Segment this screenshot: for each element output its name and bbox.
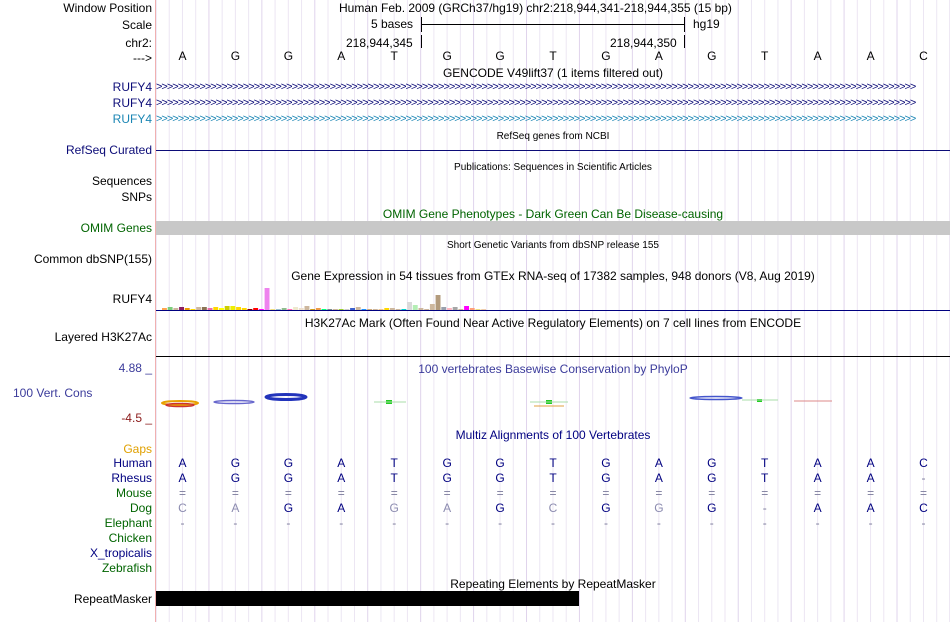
- multiz-base: =: [761, 486, 769, 500]
- window-position-label: Window Position: [63, 1, 152, 15]
- gtex-tissue-bar[interactable]: [299, 308, 304, 310]
- omim-track-title[interactable]: OMIM Gene Phenotypes - Dark Green Can Be Disease-causing: [382, 207, 724, 221]
- gtex-tissue-bar[interactable]: [373, 309, 378, 310]
- multiz-base: =: [602, 486, 610, 500]
- refseq-label[interactable]: RefSeq Curated: [65, 143, 152, 157]
- gtex-tissue-bar[interactable]: [185, 308, 190, 310]
- multiz-base: -: [762, 501, 767, 515]
- multiz-base: T: [390, 471, 398, 485]
- multiz-base: A: [866, 456, 875, 470]
- multiz-base: =: [496, 486, 504, 500]
- gtex-tissue-bar[interactable]: [481, 309, 486, 310]
- base-8: T: [549, 49, 557, 63]
- strand-direction-label: --->: [133, 51, 152, 65]
- multiz-base: -: [392, 516, 397, 530]
- base-1: A: [178, 49, 187, 63]
- multiz-base: =: [549, 486, 557, 500]
- multiz-base: G: [230, 456, 241, 470]
- gtex-tissue-bar[interactable]: [470, 308, 475, 310]
- gtex-tissue-bar[interactable]: [259, 309, 264, 310]
- coord-label-1: 218,944,345: [346, 36, 413, 50]
- gtex-tissue-bar[interactable]: [253, 308, 258, 310]
- multiz-base: -: [921, 516, 926, 530]
- multiz-base: =: [867, 486, 875, 500]
- coord-label-2: 218,944,350: [610, 36, 677, 50]
- gtex-tissue-bar[interactable]: [327, 309, 332, 310]
- omim-gene-bar[interactable]: [156, 221, 950, 235]
- gencode-row-label-3[interactable]: RUFY4: [112, 112, 152, 126]
- multiz-base: -: [233, 516, 238, 530]
- gtex-tissue-bar[interactable]: [219, 308, 224, 310]
- multiz-base: =: [443, 486, 451, 500]
- gtex-tissue-bar[interactable]: [276, 309, 281, 310]
- gtex-tissue-bar[interactable]: [447, 308, 452, 310]
- multiz-base: -: [551, 516, 555, 530]
- scale-bar-start: [421, 17, 422, 32]
- multiz-base: C: [548, 501, 558, 515]
- base-3: G: [283, 49, 294, 63]
- multiz-base: G: [601, 471, 611, 485]
- multiz-base: A: [654, 471, 663, 485]
- gtex-tissue-bar[interactable]: [287, 309, 292, 310]
- multiz-base: =: [390, 486, 398, 500]
- multiz-base: G: [601, 456, 611, 470]
- gtex-tissue-bar[interactable]: [453, 307, 458, 310]
- gtex-tissue-bar[interactable]: [458, 309, 463, 310]
- multiz-base: =: [178, 486, 186, 500]
- base-9: G: [601, 49, 611, 63]
- gtex-tissue-bar[interactable]: [248, 309, 253, 310]
- multiz-base: -: [498, 516, 503, 530]
- gtex-tissue-bar[interactable]: [168, 307, 173, 310]
- multiz-species-elephant[interactable]: Elephant: [104, 516, 152, 530]
- gtex-tissue-bar[interactable]: [390, 308, 395, 310]
- multiz-base: G: [283, 456, 294, 470]
- gtex-tissue-bar[interactable]: [213, 307, 218, 310]
- multiz-species-dog[interactable]: Dog: [129, 501, 152, 515]
- gtex-tissue-bar[interactable]: [316, 308, 321, 310]
- gencode-transcript-3[interactable]: >>>>>>>>>>>>>>>>>>>>>>>>>>>>>>>>>>>>>>>>>>>>>>>>>>>>>>>>>>>>>>>>>>>>>>>>>>>>>>>>>>>>>>>>>>>>>>>>>>>>>>>>>>>>>>>>>>>>>>>>>>>>>>>>>>>>>>>>>>>>: [156, 113, 916, 125]
- gtex-tissue-bar[interactable]: [333, 309, 338, 310]
- base-10: A: [654, 49, 663, 63]
- h3k27ac-track-title[interactable]: H3K27Ac Mark (Often Found Near Active Regulatory Elements) on 7 cell lines from ENCODE: [304, 316, 802, 330]
- multiz-species-rhesus[interactable]: Rhesus: [111, 471, 152, 485]
- repeatmasker-element[interactable]: [156, 591, 579, 606]
- gtex-track-title[interactable]: Gene Expression in 54 tissues from GTEx RNA-seq of 17382 samples, 948 donors (V8, Aug 2019): [291, 269, 815, 283]
- multiz-base: A: [813, 501, 822, 515]
- gtex-tissue-bar[interactable]: [196, 307, 201, 310]
- gtex-tissue-bar[interactable]: [436, 295, 441, 310]
- multiz-base: G: [283, 501, 294, 515]
- multiz-base: T: [761, 471, 769, 485]
- gtex-tissue-bar[interactable]: [441, 307, 446, 310]
- gtex-tissue-bar[interactable]: [191, 309, 196, 310]
- multiz-base: A: [866, 471, 875, 485]
- multiz-base: -: [656, 516, 661, 530]
- gencode-transcript-2[interactable]: >>>>>>>>>>>>>>>>>>>>>>>>>>>>>>>>>>>>>>>>>>>>>>>>>>>>>>>>>>>>>>>>>>>>>>>>>>>>>>>>>>>>>>>>>>>>>>>>>>>>>>>>>>>>>>>>>>>>>>>>>>>>>>>>>>>>>>>>>>>>: [156, 97, 916, 109]
- multiz-base: C: [919, 456, 928, 470]
- multiz-base: =: [814, 486, 822, 500]
- multiz-base: T: [761, 456, 769, 470]
- h3k27ac-label[interactable]: Layered H3K27Ac: [54, 330, 152, 344]
- publications-snps-label[interactable]: SNPs: [121, 190, 152, 204]
- multiz-base: T: [549, 456, 557, 470]
- base-15: C: [919, 49, 928, 63]
- multiz-base: G: [230, 471, 241, 485]
- base-6: G: [442, 49, 452, 63]
- multiz-base: =: [655, 486, 663, 500]
- multiz-base: G: [283, 471, 294, 485]
- multiz-base: -: [762, 516, 767, 530]
- refseq-gene-line[interactable]: [156, 150, 950, 151]
- scale-bar-end: [684, 17, 685, 32]
- base-11: G: [707, 49, 717, 63]
- gtex-tissue-bar[interactable]: [208, 308, 213, 310]
- multiz-base: A: [337, 456, 346, 470]
- refseq-track-title[interactable]: RefSeq genes from NCBI: [496, 131, 610, 142]
- gtex-tissue-bar[interactable]: [350, 308, 355, 310]
- multiz-base: -: [286, 516, 291, 530]
- multiz-gaps-label: Gaps: [123, 442, 152, 456]
- gtex-tissue-bar[interactable]: [384, 308, 389, 310]
- multiz-base: -: [445, 516, 450, 530]
- phylop-conservation-plot[interactable]: [156, 388, 950, 412]
- multiz-species-mouse[interactable]: Mouse: [115, 486, 152, 500]
- gtex-tissue-bar[interactable]: [367, 309, 372, 310]
- gtex-tissue-bar[interactable]: [430, 304, 435, 310]
- multiz-base: G: [707, 501, 717, 515]
- base-7: G: [495, 49, 505, 63]
- gtex-tissue-bar[interactable]: [173, 308, 178, 310]
- phylop-label[interactable]: 100 Vert. Cons: [13, 386, 93, 400]
- gtex-tissue-bar[interactable]: [339, 309, 344, 310]
- multiz-base: G: [389, 501, 399, 515]
- scale-value: 5 bases: [371, 17, 414, 31]
- gtex-tissue-bar[interactable]: [282, 308, 287, 310]
- gtex-tissue-bar[interactable]: [310, 309, 315, 310]
- gtex-tissue-bar[interactable]: [424, 309, 429, 310]
- window-position-value[interactable]: Human Feb. 2009 (GRCh37/hg19) chr2:218,944,341-218,944,355 (15 bp): [339, 1, 732, 15]
- gtex-tissue-bar[interactable]: [179, 307, 184, 310]
- gtex-tissue-bar[interactable]: [270, 309, 275, 310]
- gtex-tissue-bar[interactable]: [305, 306, 310, 310]
- multiz-track-title[interactable]: Multiz Alignments of 100 Vertebrates: [455, 428, 651, 442]
- scale-label: Scale: [121, 18, 152, 32]
- phylop-track-title[interactable]: 100 vertebrates Basewise Conservation by PhyloP: [418, 362, 688, 376]
- multiz-base: C: [919, 501, 928, 515]
- base-14: A: [866, 49, 875, 63]
- publications-track-title[interactable]: Publications: Sequences in Scientific Articles: [454, 162, 652, 173]
- multiz-base: G: [442, 456, 452, 470]
- gtex-label[interactable]: RUFY4: [112, 292, 152, 306]
- multiz-base: =: [337, 486, 345, 500]
- gtex-tissue-bar[interactable]: [230, 306, 235, 310]
- multiz-base: G: [495, 501, 505, 515]
- multiz-base: -: [709, 516, 714, 530]
- base-5: T: [390, 49, 398, 63]
- multiz-base: A: [337, 501, 346, 515]
- gtex-tissue-bar[interactable]: [476, 309, 481, 310]
- gtex-tissue-bar[interactable]: [225, 306, 230, 310]
- gtex-tissue-bar[interactable]: [242, 308, 247, 310]
- gtex-tissue-bar[interactable]: [396, 309, 401, 310]
- multiz-base: -: [868, 516, 873, 530]
- publications-sequences-label[interactable]: Sequences: [91, 174, 152, 188]
- base-2: G: [230, 49, 241, 63]
- gtex-tissue-bar[interactable]: [322, 309, 327, 310]
- gtex-tissue-bar[interactable]: [293, 307, 298, 310]
- multiz-base: A: [178, 456, 187, 470]
- multiz-base: G: [495, 471, 505, 485]
- multiz-species-x_tropicalis[interactable]: X_tropicalis: [89, 546, 152, 560]
- gencode-track-title[interactable]: GENCODE V49lift37 (1 items filtered out): [442, 66, 664, 80]
- multiz-base: -: [921, 471, 926, 485]
- multiz-base: T: [390, 456, 398, 470]
- repeatmasker-track-title[interactable]: Repeating Elements by RepeatMasker: [450, 577, 656, 591]
- multiz-base: A: [231, 501, 240, 515]
- gtex-tissue-bar[interactable]: [379, 309, 384, 310]
- multiz-base: -: [339, 516, 344, 530]
- dbsnp-label[interactable]: Common dbSNP(155): [33, 252, 152, 266]
- gtex-tissue-bar[interactable]: [202, 307, 207, 310]
- base-4: A: [337, 49, 346, 63]
- multiz-base: G: [654, 501, 664, 515]
- multiz-base: G: [495, 456, 505, 470]
- multiz-species-zebrafish[interactable]: Zebrafish: [101, 561, 152, 575]
- scale-assembly: hg19: [693, 17, 720, 31]
- multiz-base: G: [707, 456, 717, 470]
- phylop-max-label: 4.88 _: [118, 361, 152, 375]
- gtex-expression-chart[interactable]: [156, 282, 950, 312]
- coord-tick-2: [684, 35, 685, 48]
- gtex-tissue-bar[interactable]: [401, 309, 406, 310]
- multiz-base: G: [707, 471, 717, 485]
- gtex-tissue-bar[interactable]: [413, 305, 418, 310]
- multiz-species-chicken[interactable]: Chicken: [108, 531, 152, 545]
- base-13: A: [813, 49, 822, 63]
- gencode-transcript-1[interactable]: >>>>>>>>>>>>>>>>>>>>>>>>>>>>>>>>>>>>>>>>>>>>>>>>>>>>>>>>>>>>>>>>>>>>>>>>>>>>>>>>>>>>>>>>>>>>>>>>>>>>>>>>>>>>>>>>>>>>>>>>>>>>>>>>>>>>>>>>>>>>: [156, 81, 916, 93]
- multiz-base: A: [443, 501, 452, 515]
- dbsnp-track-title[interactable]: Short Genetic Variants from dbSNP release 155: [447, 240, 659, 251]
- h3k27ac-baseline: [156, 356, 950, 357]
- repeatmasker-label[interactable]: RepeatMasker: [73, 592, 152, 606]
- multiz-base: A: [337, 471, 346, 485]
- multiz-base: A: [178, 471, 187, 485]
- multiz-base: =: [231, 486, 239, 500]
- multiz-base: C: [178, 501, 187, 515]
- multiz-species-human[interactable]: Human: [113, 456, 152, 470]
- omim-label[interactable]: OMIM Genes: [80, 221, 152, 235]
- coord-tick-1: [421, 35, 422, 48]
- multiz-base: T: [549, 471, 557, 485]
- gtex-tissue-bar[interactable]: [162, 308, 167, 310]
- multiz-base: =: [920, 486, 928, 500]
- gtex-tissue-bar[interactable]: [236, 307, 241, 310]
- phylop-min-label: -4.5 _: [121, 411, 152, 425]
- multiz-base: -: [603, 516, 608, 530]
- gtex-tissue-bar[interactable]: [362, 309, 367, 310]
- multiz-base: A: [654, 456, 663, 470]
- gencode-row-label-2[interactable]: RUFY4: [112, 96, 152, 110]
- gtex-tissue-bar[interactable]: [419, 308, 424, 310]
- gtex-tissue-bar[interactable]: [265, 288, 270, 310]
- gencode-row-label-1[interactable]: RUFY4: [112, 80, 152, 94]
- chrom-label: chr2:: [125, 36, 152, 50]
- gtex-tissue-bar[interactable]: [464, 306, 469, 310]
- multiz-base: A: [813, 456, 822, 470]
- multiz-base: -: [180, 516, 185, 530]
- gtex-tissue-bar[interactable]: [407, 302, 412, 310]
- scale-bar: [421, 24, 685, 25]
- multiz-base: A: [866, 501, 875, 515]
- gtex-tissue-bar[interactable]: [356, 307, 361, 310]
- gtex-tissue-bar[interactable]: [344, 309, 349, 310]
- multiz-base: G: [601, 501, 611, 515]
- multiz-base: -: [815, 516, 820, 530]
- multiz-base: A: [813, 471, 822, 485]
- multiz-base: =: [284, 486, 292, 500]
- multiz-base: =: [708, 486, 716, 500]
- base-12: T: [761, 49, 769, 63]
- multiz-base: G: [442, 471, 452, 485]
